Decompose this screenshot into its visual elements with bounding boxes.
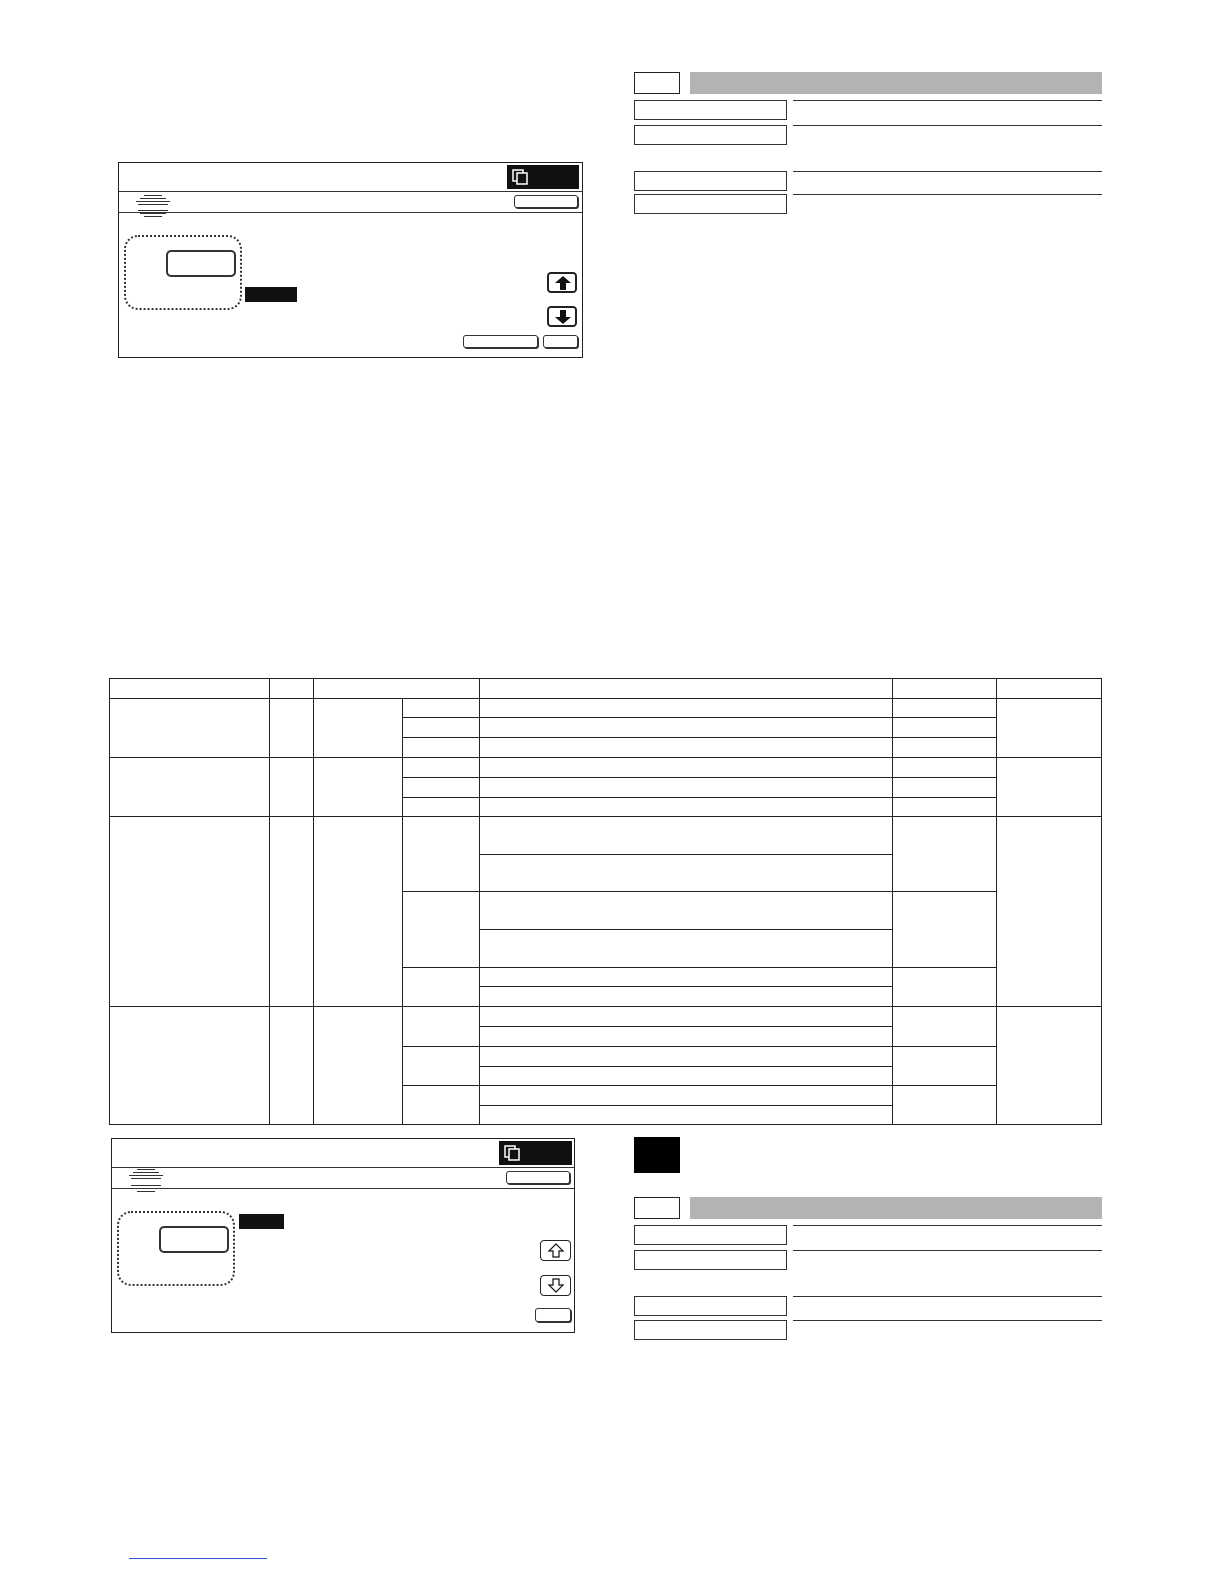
settings-screen-bottom	[111, 1138, 575, 1333]
table-row-rule	[402, 967, 996, 968]
scroll-up-button[interactable]	[547, 272, 577, 293]
table-group-rule	[110, 816, 1101, 817]
section-code-box	[634, 1197, 680, 1219]
screen-top-wide-button[interactable]	[463, 335, 538, 348]
arrow-up-icon	[555, 276, 571, 290]
field-label-box	[634, 1296, 787, 1316]
copy-mode-badge	[499, 1141, 572, 1165]
table-group-rule	[110, 1006, 1101, 1007]
field-rule	[793, 100, 1102, 101]
screen-subheader-divider	[112, 1188, 574, 1189]
screen-header-divider	[112, 1167, 574, 1168]
field-label-box	[634, 100, 787, 120]
table-row-rule	[479, 1066, 892, 1067]
field-rule	[793, 125, 1102, 126]
selected-tag	[239, 1214, 284, 1229]
table-header-rule	[110, 698, 1101, 699]
column-divider	[479, 679, 480, 698]
value-box[interactable]	[159, 1226, 229, 1253]
field-rule	[793, 171, 1102, 172]
field-label-box	[634, 1225, 787, 1245]
column-divider	[996, 679, 997, 1124]
field-label-box	[634, 171, 787, 191]
column-divider	[313, 679, 314, 1124]
copy-pages-icon	[504, 1145, 520, 1161]
field-label-box	[634, 1250, 787, 1270]
screen-bottom-right-button[interactable]	[506, 1171, 570, 1184]
column-divider	[269, 679, 270, 1124]
scroll-down-button[interactable]	[547, 306, 577, 327]
stack-lines-icon	[129, 1169, 163, 1193]
table-row-rule	[479, 1105, 892, 1106]
field-rule	[793, 194, 1102, 195]
table-row-rule	[402, 1046, 996, 1047]
field-label-box	[634, 125, 787, 145]
table-row-rule	[402, 891, 996, 892]
section-header-bar	[690, 1197, 1102, 1219]
column-divider	[479, 698, 480, 1124]
field-rule	[793, 1225, 1102, 1226]
table-row-rule	[402, 797, 996, 798]
screen-subheader-divider	[119, 212, 582, 213]
table-row-rule	[479, 854, 892, 855]
column-divider	[402, 698, 403, 1124]
footer-link[interactable]	[129, 1558, 267, 1559]
column-divider	[892, 679, 893, 698]
black-square-icon	[634, 1137, 680, 1173]
table-row-rule	[402, 777, 996, 778]
stack-lines-icon	[136, 195, 170, 217]
table-group-rule	[110, 757, 1101, 758]
settings-screen-top	[118, 162, 583, 358]
copy-mode-badge	[507, 165, 579, 189]
field-rule	[793, 1250, 1102, 1251]
arrow-down-icon	[548, 1278, 564, 1293]
section-header-bar	[690, 72, 1102, 94]
value-display-area	[124, 235, 242, 310]
copy-pages-icon	[512, 169, 528, 185]
field-label-box	[634, 194, 787, 214]
selected-tag	[245, 287, 297, 302]
arrow-up-icon	[548, 1243, 564, 1258]
table-row-rule	[479, 929, 892, 930]
screen-top-right-button[interactable]	[514, 195, 578, 208]
scroll-up-button[interactable]	[540, 1240, 571, 1261]
scroll-down-button[interactable]	[540, 1275, 571, 1296]
value-display-area	[117, 1211, 235, 1286]
settings-table	[109, 678, 1102, 1125]
table-row-rule	[402, 717, 996, 718]
arrow-down-icon	[555, 310, 571, 324]
field-rule	[793, 1320, 1102, 1321]
table-row-rule	[479, 1026, 892, 1027]
screen-header-divider	[119, 191, 582, 192]
screen-bottom-ok-button[interactable]	[535, 1308, 571, 1322]
value-box[interactable]	[166, 250, 236, 277]
table-row-rule	[402, 1085, 996, 1086]
screen-top-ok-button[interactable]	[543, 335, 578, 348]
field-label-box	[634, 1320, 787, 1340]
column-divider	[892, 698, 893, 1124]
table-row-rule	[402, 737, 996, 738]
table-row-rule	[479, 986, 892, 987]
section-code-box	[634, 72, 680, 94]
field-rule	[793, 1296, 1102, 1297]
